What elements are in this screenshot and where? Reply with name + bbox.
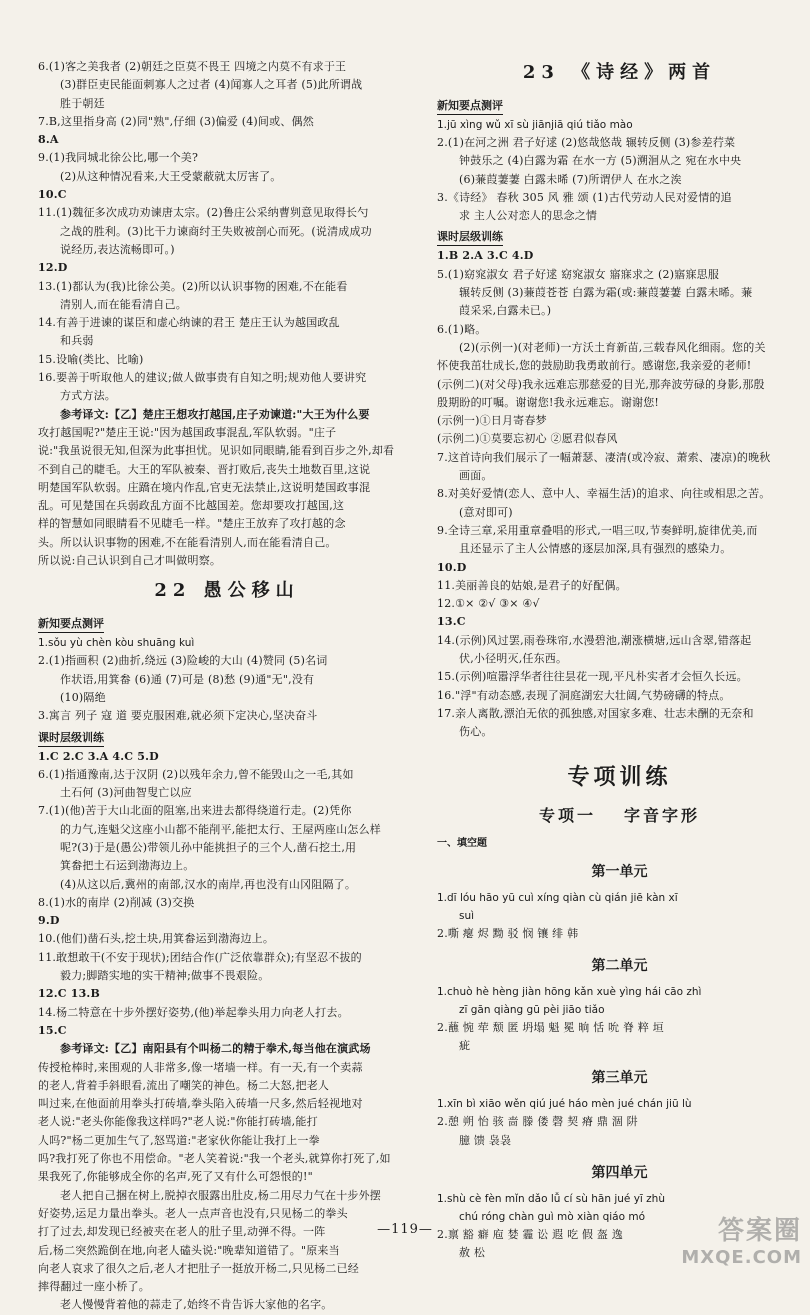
- unit-block: [437, 955, 802, 1056]
- answer-line: 7.(1)(他)苦于大山北面的阻塞,出来进去都得绕道行走。(2)凭你: [38, 804, 352, 818]
- answer-line: (示例二)(对父母)我永远难忘那慈爱的目光,那奔波劳碌的身影,那殷: [437, 377, 765, 391]
- ch21-answers: [38, 58, 416, 570]
- answer-line: 13.C: [437, 615, 466, 629]
- answer-line: 2.憩 朔 怡 骇 啬 滕 偻 磬 契 瘠 鼎 涸 阱: [437, 1115, 638, 1129]
- special-section-number: 专项一: [538, 805, 596, 825]
- answer-line: 12.C 13.B: [38, 987, 100, 1001]
- answer-line: 8.A: [38, 133, 59, 147]
- fill-blank-label: 一、填空题: [437, 837, 487, 849]
- translation-line: 人吗?"杨二更加生气了,怒骂道:"老家伙你能让我打上一拳: [38, 1133, 320, 1147]
- answer-line: 且还显示了主人公情感的逐层加深,具有强烈的感染力。: [459, 542, 732, 556]
- answer-line: 14.有善于进谏的谋臣和虚心纳谏的君王 楚庄王认为越国政乱: [38, 316, 340, 330]
- translation-line: 样的智慧如同眼睛看不见睫毛一样。"楚庄王放弃了攻打越的念: [38, 517, 346, 531]
- translation-line: 乱。可见楚国在兵弱政乱方面不比越国差。您却要攻打越国,这: [38, 499, 345, 513]
- answer-line: 1.sǒu yù chèn kòu shuāng kuì: [38, 637, 195, 650]
- answer-line: 1.xīn bì xiāo wěn qiú jué háo mèn jué chán jiū lù: [437, 1098, 692, 1111]
- answer-line: 6.(1)略。: [437, 322, 487, 336]
- answer-line: 赦 松: [459, 1246, 486, 1260]
- answer-line: 3.《诗经》 春秋 305 风 雅 颂 (1)古代劳动人民对爱情的追: [437, 190, 732, 204]
- special-section-title: [437, 803, 802, 826]
- answer-line: 和兵弱: [60, 334, 94, 348]
- special-training-title: 专项训练: [567, 764, 672, 790]
- translation-line: 叫过来,在他面前用拳头打砖墙,拳头陷入砖墙一尺多,然后轻视地对: [38, 1097, 363, 1111]
- answer-line: 7.这首诗向我们展示了一幅萧瑟、凄清(或冷寂、萧索、凄凉)的晚秋: [437, 450, 771, 464]
- answer-line: 2.(1)在河之洲 君子好逑 (2)悠哉悠哉 辗转反侧 (3)参差荇菜: [437, 136, 736, 149]
- special-section-name: 字音字形: [624, 805, 701, 825]
- answer-line: zī gān qiàng gū pèi jiāo tiǎo: [459, 1003, 605, 1016]
- translation-line: 向老人哀求了很久之后,老人才把肚子一挺放开杨二,只见杨二已经: [38, 1261, 359, 1275]
- answer-line: 10.C: [38, 188, 67, 202]
- answer-line: 10.D: [437, 560, 467, 574]
- translation-line: 老人把自己捆在树上,脱掉衣服露出肚皮,杨二用尽力气在十步外摆: [60, 1188, 381, 1202]
- answer-line: 箕畚把土石运到渤海边上。: [60, 859, 195, 873]
- ch23-section-a: [437, 116, 802, 225]
- answer-line: 辗转反侧 (3)蒹葭苍苍 白露为霜(或:蒹葭萋萋 白露未晞。蒹: [459, 286, 753, 300]
- translation-line: 参考译文:【乙】楚庄王想攻打越国,庄子劝谏道:"大王为什么要: [60, 407, 370, 421]
- answer-line: (4)从这以后,冀州的南部,汉水的南岸,再也没有山冈阻隔了。: [60, 877, 357, 891]
- answer-line: 14.(示例)风过罢,雨卷珠帘,水漫碧池,潮涨横塘,远山含翠,错落起: [437, 633, 752, 647]
- section-tag: 新知要点测评: [38, 616, 104, 633]
- translation-line: 头。所以认识事物的困难,不在能看清别人,而在能看清自己。: [38, 535, 337, 549]
- answer-line: 2.(1)指画积 (2)曲折,绕远 (3)险峻的大山 (4)赞同 (5)名词: [38, 654, 328, 668]
- answer-line: (6)蒹葭萋萋 白露未晞 (7)所谓伊人 在水之涘: [459, 172, 682, 186]
- answer-line: 葭采采,白露未已。): [459, 304, 552, 318]
- translation-line: 攻打越国呢?"楚庄王说:"因为越国政事混乱,军队软弱。"庄子: [38, 425, 337, 439]
- chapter-22-title: 22 愚公移山: [154, 580, 300, 602]
- translation-line: 摔得翻过一座小桥了。: [38, 1280, 150, 1294]
- translation-line: 不到自己的睫毛。大王的军队被秦、晋打败后,丧失土地数百里,这说: [38, 462, 371, 476]
- answer-line: 11.美丽善良的姑娘,是君子的好配偶。: [437, 578, 627, 592]
- section-tag: 新知要点测评: [437, 98, 503, 115]
- unit-block: [437, 1067, 802, 1150]
- answer-line: (2)(示例一)(对老师)一方沃土育新苗,三载春风化细雨。您的关: [459, 340, 766, 354]
- translation-line: 老人说:"老头你能像我这样吗?"老人说:"你能打砖墙,能打: [38, 1115, 318, 1129]
- answer-line: 钟鼓乐之 (4)白露为霜 在水一方 (5)溯洄从之 宛在水中央: [459, 154, 742, 168]
- answer-line: 8.对美好爱情(恋人、意中人、幸福生活)的追求、向往或相思之苦。: [437, 487, 771, 501]
- answer-line: 3.寓言 列子 寇 道 要克服困难,就必须下定决心,坚决奋斗: [38, 709, 318, 723]
- answer-line: 16.要善于听取他人的建议;做人做事贵有自知之明;规劝他人要讲究: [38, 371, 367, 385]
- answer-line: 求 主人公对恋人的思念之情: [459, 209, 598, 223]
- answer-line: 1.B 2.A 3.C 4.D: [437, 249, 534, 263]
- answer-line: (10)隔绝: [60, 690, 106, 704]
- answer-line: 12.①× ②√ ③× ④√: [437, 597, 540, 611]
- translation-line: 传授枪棒时,来围观的人非常多,像一堵墙一样。有一天,有一个卖蒜: [38, 1060, 363, 1074]
- translation-line: 明楚国军队软弱。庄蹻在境内作乱,官吏无法禁止,这说明楚国政事混: [38, 480, 371, 494]
- answer-line: 1.shù cè fèn mǐn dǎo lǚ cí sù hān jué yī zhù: [437, 1192, 665, 1205]
- answer-line: (3)群臣吏民能面刺寡人之过者 (4)闻寡人之耳者 (5)此所谓战: [60, 78, 363, 92]
- answer-line: (示例二)①莫要忘初心 ②愿君似春风: [437, 432, 618, 446]
- unit-title: 第四单元: [591, 1164, 648, 1181]
- watermark-url: MXQE.COM: [681, 1247, 802, 1268]
- answer-line: chú róng chàn guì mò xiàn qiáo mó: [459, 1210, 645, 1223]
- watermark-logo: [681, 1210, 802, 1268]
- answer-line: 胜于朝廷: [60, 96, 105, 110]
- translation-line: 好姿势,运足力量出拳头。老人一点声音也没有,只见杨二的拳头: [38, 1206, 348, 1220]
- answer-line: 呢?(3)于是(愚公)带领儿孙中能挑担子的三个人,凿石挖土,用: [60, 840, 357, 854]
- unit-title: 第一单元: [591, 863, 648, 880]
- answer-line: 怀使我茁壮成长,您的鼓励助我勇敢前行。感谢您,我亲爱的老师!: [437, 359, 752, 373]
- answer-line: 12.D: [38, 261, 68, 275]
- answer-line: 1.chuò hè hèng jiàn hōng kǎn xuè yìng hái cāo zhì: [437, 985, 702, 998]
- answer-line: suì: [459, 909, 475, 922]
- answer-line: 15.(示例)喧嚣浮华者往往昙花一现,平凡朴实者才会恒久长远。: [437, 670, 748, 684]
- answer-line: 之战的胜利。(3)比干力谏商纣王失败被剖心而死。(说清成成功: [60, 224, 372, 238]
- answer-line: 殷期盼的叮嘱。谢谢您!我永远难忘。谢谢您!: [437, 395, 660, 409]
- right-column: [437, 58, 802, 1263]
- translation-line: 参考译文:【乙】南阳县有个叫杨二的精于拳术,每当他在演武场: [60, 1042, 371, 1056]
- translation-line: 吗?我打死了你也不用偿命。"老人笑着说:"我一个老头,就算你打死了,如: [38, 1152, 391, 1166]
- answer-line: 疵: [459, 1039, 471, 1053]
- answer-line: 伏,小径明灭,任东西。: [459, 652, 568, 666]
- answer-line: (示例一)①日月寄春梦: [437, 414, 547, 428]
- answer-line: (2)从这种情况看来,大王受蒙蔽就太厉害了。: [60, 169, 282, 183]
- ch23-section-b: [437, 247, 802, 741]
- answer-line: 伤心。: [459, 725, 493, 739]
- translation-line: 所以说:自己认识到自己才叫做明察。: [38, 554, 222, 568]
- answer-line: 15.设喻(类比、比喻): [38, 352, 144, 366]
- answer-line: 7.B,这里指身高 (2)同"熟",仔细 (3)偏爱 (4)间或、偶然: [38, 114, 314, 128]
- answer-line: 13.(1)都认为(我)比徐公美。(2)所以认识事物的困难,不在能看: [38, 279, 348, 293]
- translation-line: 老人慢慢背着他的蒜走了,始终不肯告诉大家他的名字。: [60, 1298, 333, 1312]
- answer-line: 9.(1)我同城北徐公比,哪一个美?: [38, 151, 199, 165]
- answer-line: 方式方法。: [60, 389, 116, 403]
- unit-title: 第二单元: [591, 957, 648, 974]
- answer-line: 16."浮"有动态感,表现了洞庭湖宏大壮阔,气势磅礴的特点。: [437, 688, 731, 702]
- answer-line: 11.敢想敢干(不安于现状);团结合作(广泛依靠群众);有坚忍不拔的: [38, 950, 362, 964]
- answer-line: 作状语,用箕畚 (6)通 (7)可是 (8)愁 (9)通"无",没有: [60, 672, 315, 686]
- section-tag: 课时层级训练: [38, 730, 104, 747]
- answer-line: (意对即可): [459, 505, 513, 519]
- translation-line: 后,杨二突然跪倒在地,向老人磕头说:"晚辈知道错了。"原来当: [38, 1243, 340, 1257]
- answer-line: 17.亲人离散,漂泊无依的孤独感,对国家多难、壮志未酬的无奈和: [437, 706, 754, 720]
- translation-line: 果我死了,你能够成全你的名声,死了又有什么可怨恨的!": [38, 1170, 313, 1184]
- answer-line: 6.(1)客之美我者 (2)朝廷之臣莫不畏王 四境之内莫不有求于王: [38, 60, 347, 73]
- answer-line: 2.禀 豁 癖 庖 婪 霾 讼 遐 吃 假 盔 逸: [437, 1227, 623, 1241]
- answer-line: 8.(1)水的南岸 (2)削减 (3)交换: [38, 895, 195, 909]
- answer-line: 5.(1)窈窕淑女 君子好逑 窈窕淑女 寤寐求之 (2)寤寐思服: [437, 267, 720, 281]
- answer-line: 2.嘶 瘪 烬 黝 驳 悯 镶 绯 韩: [437, 926, 579, 940]
- page-number: —119—: [377, 1222, 433, 1237]
- answer-line: 9.全诗三章,采用重章叠唱的形式,一唱三叹,节奏鲜明,旋律优美,而: [437, 523, 758, 537]
- unit-block: [437, 861, 802, 943]
- watermark-text: 答案圈: [717, 1216, 802, 1246]
- translation-line: 的老人,背着手斜眼看,流出了嘲笑的神色。杨二大怒,把老人: [38, 1078, 330, 1092]
- answer-line: 1.dī lóu hāo yū cuì xíng qiàn cù qián jiē kàn xī: [437, 891, 678, 904]
- answer-line: 清别人,而在能看清自己。: [60, 297, 187, 311]
- answer-line: 6.(1)指通豫南,达于汉阴 (2)以残年余力,曾不能毁山之一毛,其如: [38, 767, 354, 781]
- answer-line: 9.D: [38, 914, 60, 928]
- answer-line: 说经历,表达流畅即可。): [60, 242, 175, 256]
- answer-line: 土石何 (3)河曲智叟亡以应: [60, 786, 192, 800]
- left-column: [38, 58, 416, 1315]
- unit-title: 第三单元: [591, 1070, 648, 1087]
- chapter-23-title: 23 《诗经》两首: [522, 62, 717, 83]
- translation-line: 打了过去,却发现已经被夹在老人的肚子里,动弹不得。一阵: [38, 1225, 326, 1239]
- ch22-section-a: [38, 634, 416, 725]
- answer-line: 画面。: [459, 469, 493, 483]
- translation-line: 说:"我虽说很无知,但深为此事担忧。见识如同眼睛,能看到百步之外,却看: [38, 444, 395, 458]
- answer-line: 2.蘸 惋 荦 颓 匿 坍塌 魁 冕 晌 恬 吮 脊 粹 垣: [437, 1020, 664, 1034]
- answer-line: 15.C: [38, 1023, 67, 1037]
- answer-line: 1.C 2.C 3.A 4.C 5.D: [38, 749, 159, 763]
- answer-line: 臆 馈 袅袅: [459, 1133, 512, 1147]
- answer-line: 的力气,连魁父这座小山都不能削平,能把太行、王屋两座山怎么样: [60, 822, 381, 836]
- answer-line: 1.jū xìng wǔ xī sù jiānjiā qiú tiǎo mào: [437, 119, 633, 131]
- answer-line: 毅力;脚踏实地的实干精神;做事不畏艰险。: [60, 969, 270, 983]
- answer-line: 14.杨二特意在十步外摆好姿势,(他)举起拳头用力向老人打去。: [38, 1005, 349, 1019]
- section-tag: 课时层级训练: [437, 229, 503, 246]
- answer-line: 11.(1)魏征多次成功劝谏唐太宗。(2)鲁庄公采纳曹刿意见取得长勺: [38, 206, 369, 220]
- answer-line: 10.(他们)凿石头,挖土块,用箕畚运到渤海边上。: [38, 932, 275, 946]
